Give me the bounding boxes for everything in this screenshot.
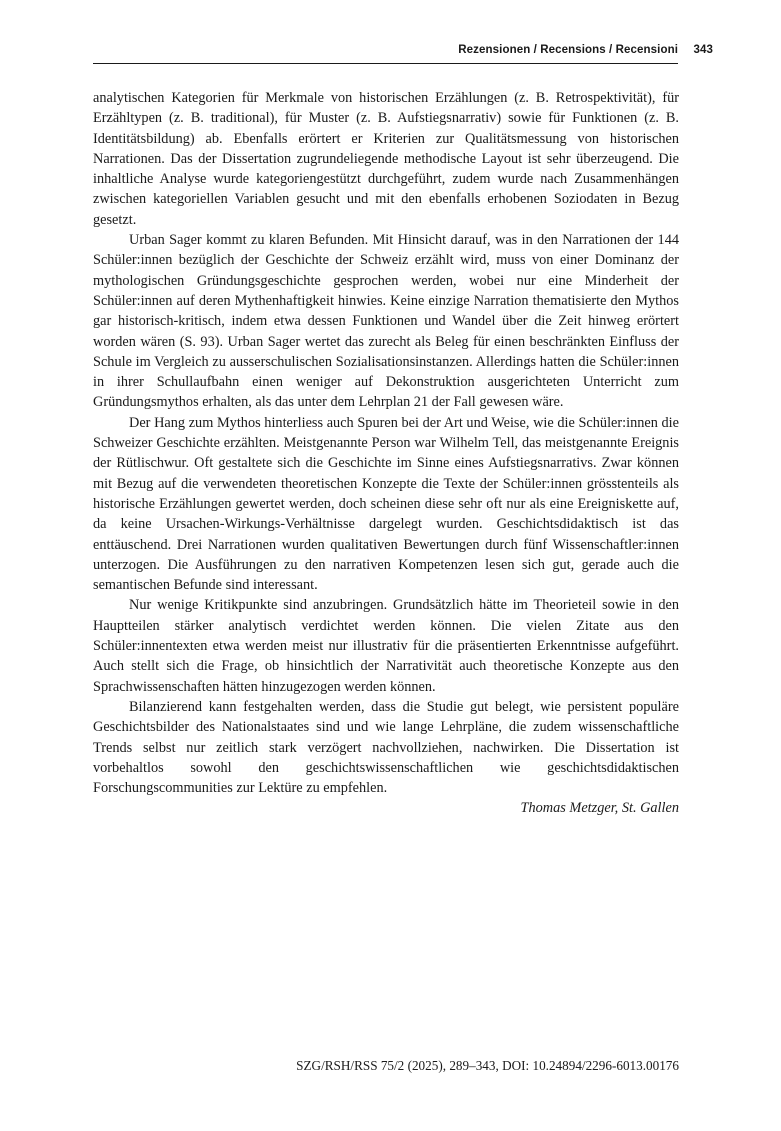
paragraph-4: Nur wenige Kritikpunkte sind anzubringen. Grundsätzlich hätte im Theorieteil sowie in den Hauptteilen stärker analytisch verdichtet werden können. Die vielen Zitate aus den Schüler:innentexten etwa werden meist nur illustrativ für die präsentierten Erkenntnisse aufgeführt. Auch stellt sich die Frage, ob hinsichtlich der Narrativität auch theoretische Konzepte aus den Sprachwissenschaften hätten hinzugezogen werden können. [93,597,679,695]
review-body [93,88,679,819]
paragraph-3: Der Hang zum Mythos hinterliess auch Spuren bei der Art und Weise, wie die Schüler:innen die Schweizer Geschichte erzählten. Meistgenannte Person war Wilhelm Tell, das meistgenannte Ereignis der Rütlischwur. Oft gestaltete sich die Geschichte im Sinne eines Aufstiegsnarrativs. Zwar können mit Bezug auf die verwendeten theoretischen Konzepte die Texte der Schüler:innen grösstenteils als historische Erzählungen gewertet werden, doch scheinen diese sehr oft nur als eine Ereigniskette auf, da keine Ursachen-Wirkungs-Verhältnisse dargelegt wurden. Geschichtsdidaktisch ist das enttäuschend. Drei Narrationen wurden qualitativen Bewertungen durch fünf Wissenschaftler:innen unterzogen. Die Ausführungen zu den narrativen Kompetenzen lesen sich gut, gerade auch die semantischen Befunde sind interessant. [93,414,679,594]
running-header-title: Rezensionen / Recensions / Recensioni [458,44,678,56]
reviewer-signature: Thomas Metzger, St. Gallen [520,800,679,817]
paragraph-1: analytischen Kategorien für Merkmale von historischen Erzählungen (z. B. Retrospektivität), für Erzähltypen (z. B. traditional), für Muster (z. B. Aufstiegsnarrativ) sowie für Funktionen (z. B. Identitätsbildung) ab. Ebenfalls erörtert er Kriterien zur Qualitätsmessung von historischen Narrationen. Das der Dissertation zugrundeliegende methodische Layout ist sehr überzeugend. Die inhaltliche Analyse wurde kategoriengestützt durchgeführt, zudem wurde nach Zusammenhängen zwischen kategoriellen Variablen gesucht und mit den ebenfalls erhobenen Soziodaten in Bezug gesetzt. [93,90,679,228]
paragraph-2: Urban Sager kommt zu klaren Befunden. Mit Hinsicht darauf, was in den Narrationen der 144 Schüler:innen bezüglich der Geschichte der Schweiz erzählt wird, muss von einer Dominanz der mythologischen Gründungsgeschichte gesprochen werden, wobei nur eine Minderheit der Schüler:innen auf deren Mythenhaftigkeit hinwies. Keine einzige Narration thematisierte den Mythos gar historisch-kritisch, indem etwa dessen Funktionen und Wandel über die Zeit hinweg erörtert worden wären (S. 93). Urban Sager wertet das zurecht als Beleg für einen beschränkten Einfluss der Schule im Vergleich zu ausserschulischen Sozialisationsinstanzen. Allerdings hatten die Schüler:innen in ihrer Schullaufbahn einen weniger auf Dekonstruktion ausgerichteten Unterricht zum Gründungsmythos erhalten, als das unter dem Lehrplan 21 der Fall gewesen wäre. [93,232,679,411]
header-rule [93,63,678,64]
page-number: 343 [693,44,713,56]
paragraph-5: Bilanzierend kann festgehalten werden, dass die Studie gut belegt, wie persistent populäre Geschichtsbilder des Nationalstaates sind und wie lange Lehrpläne, die zudem wissenschaftliche Trends selbst nur zeitlich stark verzögert nachvollziehen, nachwirken. Die Dissertation ist vorbehaltlos sowohl den geschichtswissenschaftlichen wie geschichtsdidaktischen Forschungscommunities zur Lektüre zu empfehlen. [93,698,679,797]
citation-footer: SZG/RSH/RSS 75/2 (2025), 289–343, DOI: 10.24894/2296-6013.00176 [296,1058,679,1073]
